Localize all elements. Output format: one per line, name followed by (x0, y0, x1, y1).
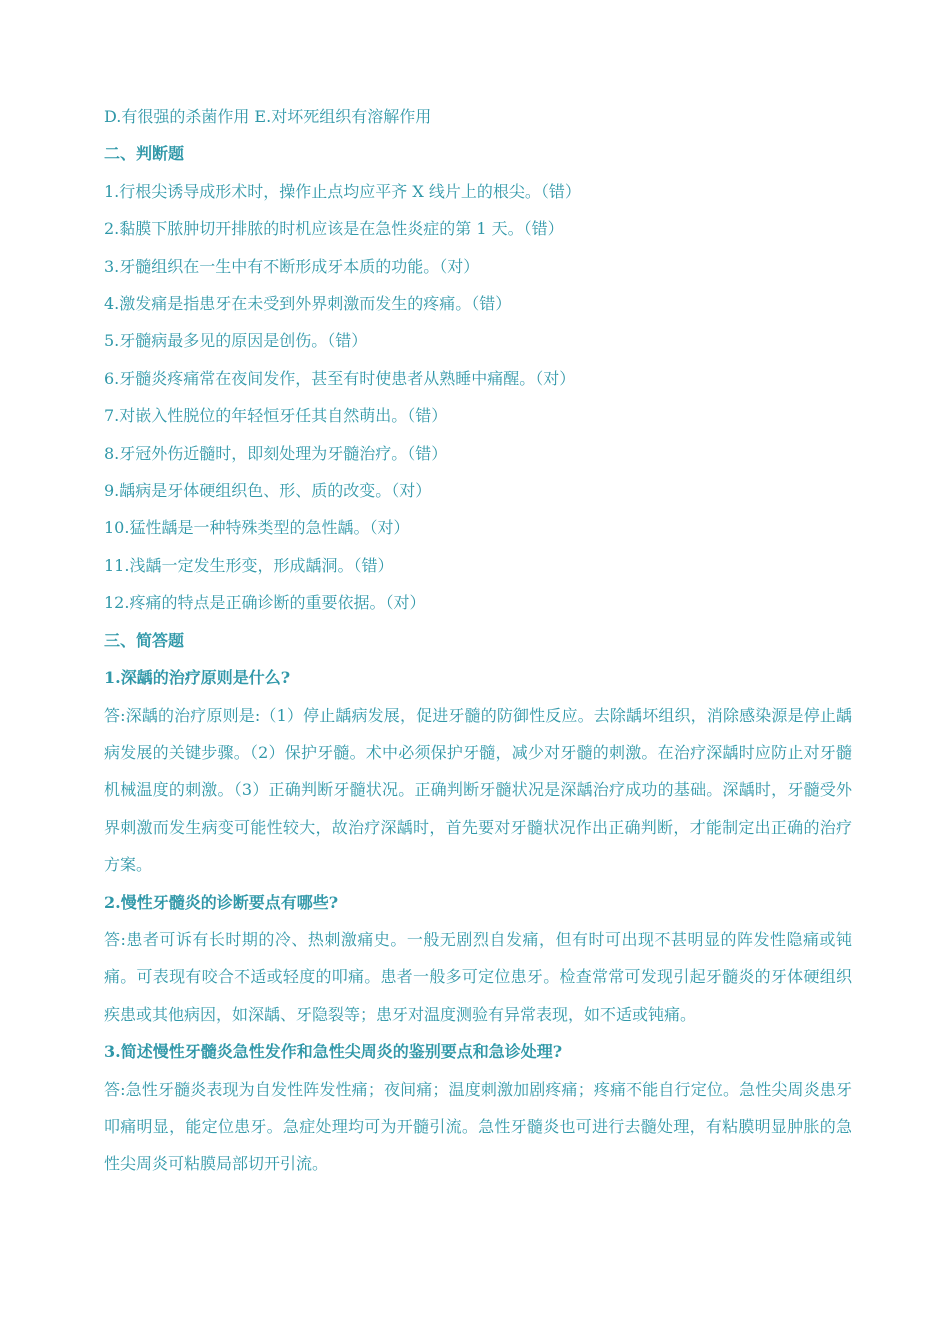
question-1: 1.深龋的治疗原则是什么? (104, 668, 291, 688)
answer-3: 答:急性牙髓炎表现为自发性阵发性痛；夜间痛；温度刺激加剧疼痛；疼痛不能自行定位。急性尖周炎患牙叩痛明显，能定位患牙。急症处理均可为开髓引流。急性牙髓炎也可进行去髓处理，有粘膜明显肿胀的急性尖周炎可粘膜局部切开引流。 (104, 1079, 852, 1174)
tf-item: 10.猛性龋是一种特殊类型的急性龋。（对） (104, 518, 410, 538)
tf-item: 11.浅龋一定发生形变，形成龋洞。（错） (104, 555, 394, 575)
tf-item: 6.牙髓炎疼痛常在夜间发作，甚至有时使患者从熟睡中痛醒。（对） (104, 368, 576, 388)
option-line-d-e: D.有很强的杀菌作用 E.对坏死组织有溶解作用 (104, 107, 432, 126)
tf-item: 5.牙髓病最多见的原因是创伤。（错） (104, 331, 368, 351)
tf-item: 4.激发痛是指患牙在未受到外界刺激而发生的疼痛。（错） (104, 294, 512, 314)
section-heading-true-false: 二、判断题 (104, 144, 185, 164)
document-content (104, 98, 852, 1183)
tf-item: 7.对嵌入性脱位的年轻恒牙任其自然萌出。（错） (104, 406, 448, 426)
question-2: 2.慢性牙髓炎的诊断要点有哪些? (104, 892, 339, 912)
answer-1: 答:深龋的治疗原则是:（1）停止龋病发展，促进牙髓的防御性反应。去除龋坏组织，消除感染源是停止龋病发展的关键步骤。（2）保护牙髓。术中必须保护牙髓，减少对牙髓的刺激。在治疗深龋时应防止对牙髓机械温度的刺激。（3）正确判断牙髓状况。正确判断牙髓状况是深龋治疗成功的基础。深龋时，牙髓受外界刺激而发生病变可能性较大，故治疗深龋时，首先要对牙髓状况作出正确判断，才能制定出正确的治疗方案。 (104, 705, 852, 875)
tf-item: 3.牙髓组织在一生中有不断形成牙本质的功能。（对） (104, 256, 480, 276)
tf-item: 12.疼痛的特点是正确诊断的重要依据。（对） (104, 593, 426, 613)
tf-item: 1.行根尖诱导成形术时，操作止点均应平齐 X 线片上的根尖。（错） (104, 181, 581, 201)
tf-item: 9.龋病是牙体硬组织色、形、质的改变。（对） (104, 481, 432, 501)
section-heading-short-answer: 三、简答题 (104, 630, 185, 650)
answer-2: 答:患者可诉有长时期的冷、热刺激痛史。一般无剧烈自发痛，但有时可出现不甚明显的阵发性隐痛或钝痛。可表现有咬合不适或轻度的叩痛。患者一般多可定位患牙。检查常常可发现引起牙髓炎的牙体硬组织疾患或其他病因，如深龋、牙隐裂等；患牙对温度测验有异常表现，如不适或钝痛。 (104, 929, 852, 1024)
tf-item: 2.黏膜下脓肿切开排脓的时机应该是在急性炎症的第 1 天。（错） (104, 219, 564, 239)
question-3: 3.简述慢性牙髓炎急性发作和急性尖周炎的鉴别要点和急诊处理? (104, 1042, 563, 1062)
tf-item: 8.牙冠外伤近髓时，即刻处理为牙髓治疗。（错） (104, 443, 448, 463)
